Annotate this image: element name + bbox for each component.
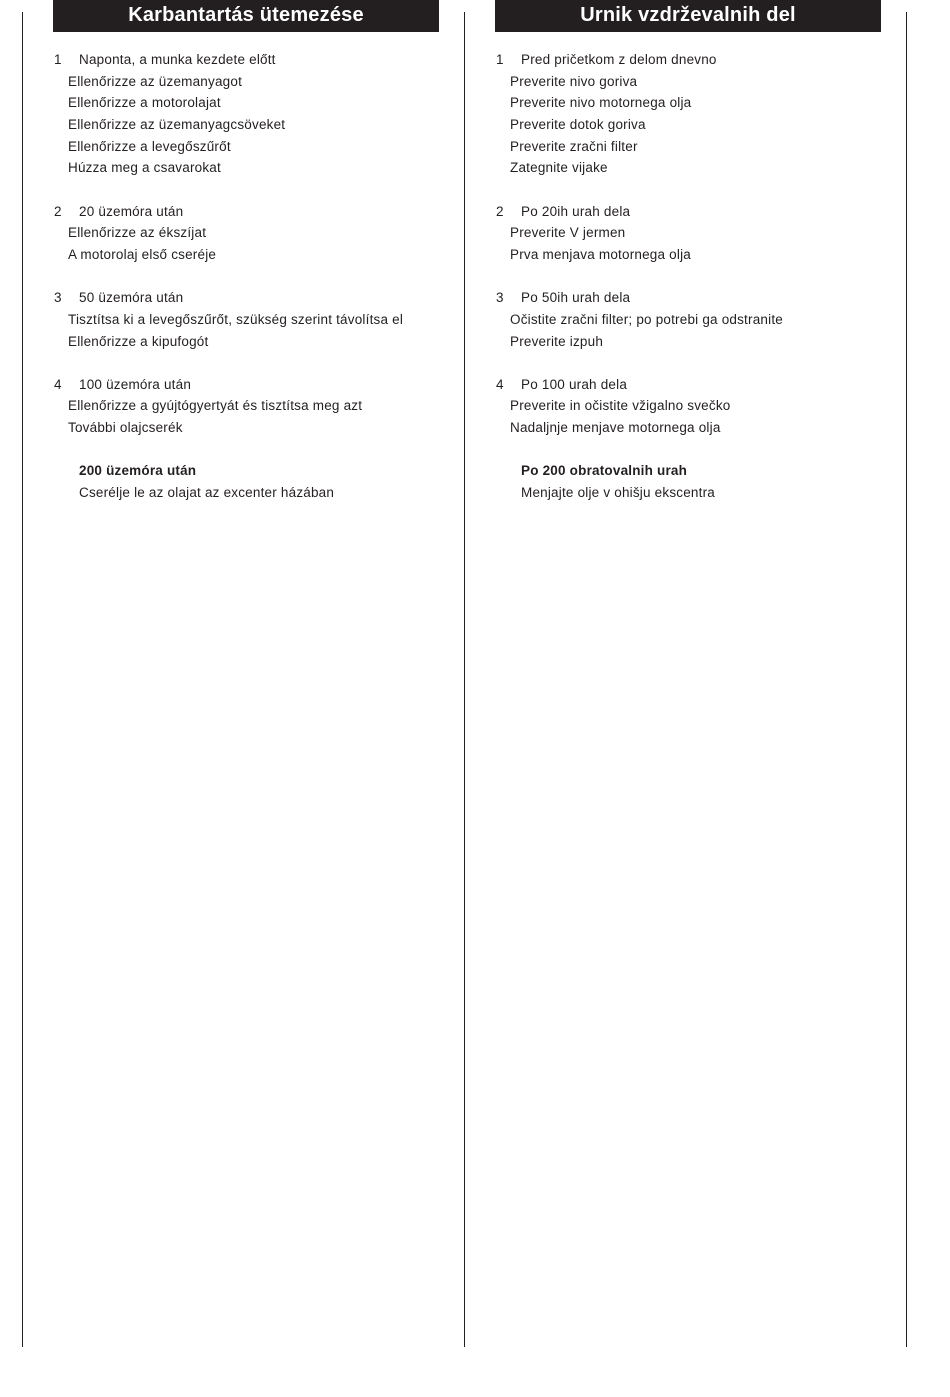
schedule-item: Preverite in očistite vžigalno svečko (510, 398, 731, 414)
schedule-item: Ellenőrizze az üzemanyagot (68, 73, 243, 89)
section-title: Po 50ih urah dela (521, 290, 631, 306)
schedule-item: Očistite zračni filter; po potrebi ga odstranite (510, 311, 783, 327)
section-number: 4 (496, 376, 504, 392)
schedule-section (495, 374, 881, 439)
schedule-item: Preverite izpuh (510, 333, 604, 349)
schedule-section (53, 374, 439, 439)
maintenance-schedule-slovenian (495, 0, 881, 504)
section-title: Naponta, a munka kezdete előtt (79, 52, 276, 67)
section-number: 1 (496, 52, 504, 67)
schedule-section (53, 49, 439, 179)
section-title: 50 üzemóra után (79, 290, 184, 306)
extra-section-item: Menjajte olje v ohišju ekscentra (521, 485, 715, 500)
extra-section-item: Cserélje le az olajat az excenter házában (79, 485, 335, 500)
section-number: 2 (54, 203, 62, 219)
schedule-item: Preverite nivo goriva (510, 73, 638, 89)
schedule-item: A motorolaj első cseréje (68, 247, 217, 262)
schedule-item: További olajcserék (68, 420, 183, 436)
section-heading (53, 49, 439, 71)
section-title: Po 20ih urah dela (521, 203, 631, 219)
schedule-content (495, 49, 881, 504)
extra-section (53, 460, 439, 503)
section-heading (495, 374, 881, 396)
section-heading (495, 287, 881, 309)
section-number: 3 (54, 290, 62, 306)
schedule-item: Nadaljnje menjave motornega olja (510, 420, 721, 436)
schedule-item: Ellenőrizze az ékszíjat (68, 225, 207, 241)
section-heading (53, 287, 439, 309)
column-header: Urnik vzdrževalnih del (495, 0, 881, 32)
schedule-content (53, 49, 439, 504)
extra-section-title: Po 200 obratovalnih urah (521, 463, 688, 479)
extra-section-title: 200 üzemóra után (79, 463, 197, 479)
extra-section (495, 460, 881, 503)
schedule-item: Preverite V jermen (510, 225, 626, 241)
section-number: 2 (496, 203, 504, 219)
schedule-item: Ellenőrizze a motorolajat (68, 95, 221, 111)
schedule-item: Preverite nivo motornega olja (510, 95, 692, 111)
schedule-item: Ellenőrizze a levegőszűrőt (68, 138, 231, 154)
schedule-item: Ellenőrizze a kipufogót (68, 333, 209, 349)
section-heading (495, 201, 881, 223)
section-number: 4 (54, 376, 62, 392)
schedule-section (53, 287, 439, 352)
schedule-section (495, 49, 881, 179)
maintenance-schedule-hungarian (53, 0, 439, 504)
schedule-item: Preverite zračni filter (510, 138, 638, 154)
schedule-item: Húzza meg a csavarokat (68, 160, 221, 176)
schedule-item: Ellenőrizze a gyújtógyertyát és tisztítsa meg azt (68, 398, 363, 414)
section-title: Pred pričetkom z delom dnevno (521, 52, 717, 67)
left-margin-rule (22, 12, 23, 1347)
section-number: 3 (496, 290, 504, 306)
section-title: 20 üzemóra után (79, 203, 184, 219)
schedule-item: Ellenőrizze az üzemanyagcsöveket (68, 117, 286, 133)
schedule-item: Prva menjava motornega olja (510, 247, 691, 262)
section-heading (53, 374, 439, 396)
schedule-item: Tisztítsa ki a levegőszűrőt, szükség szerint távolítsa el (68, 311, 404, 327)
column-header: Karbantartás ütemezése (53, 0, 439, 32)
section-heading (53, 201, 439, 223)
schedule-section (495, 201, 881, 266)
schedule-section (495, 287, 881, 352)
section-title: 100 üzemóra után (79, 376, 192, 392)
section-heading (495, 49, 881, 71)
center-divider-rule (464, 12, 465, 1347)
right-margin-rule (906, 12, 907, 1347)
schedule-item: Preverite dotok goriva (510, 117, 646, 133)
section-title: Po 100 urah dela (521, 376, 628, 392)
schedule-section (53, 201, 439, 266)
section-number: 1 (54, 52, 62, 67)
schedule-item: Zategnite vijake (510, 160, 608, 176)
